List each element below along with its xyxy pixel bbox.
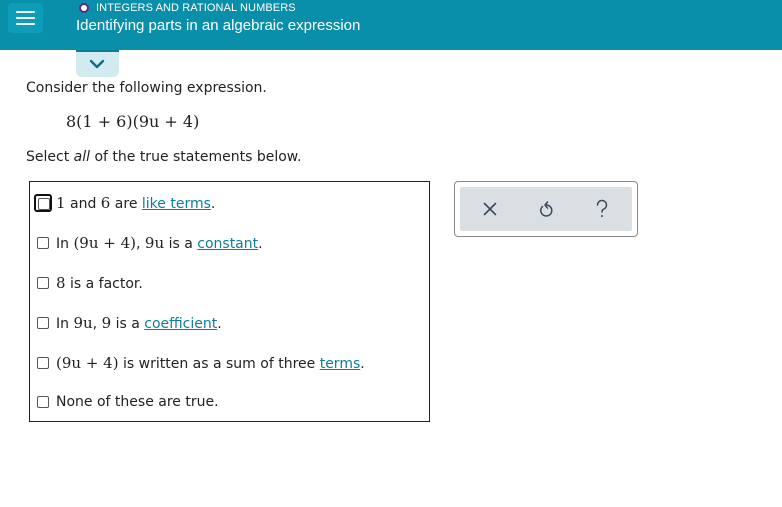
choice-3-label — [56, 274, 143, 292]
statement-text: is a — [164, 236, 198, 252]
undo-button[interactable] — [534, 197, 558, 221]
choice-6 — [30, 389, 429, 415]
close-icon — [483, 202, 497, 216]
statement-text: . — [217, 316, 222, 332]
terms-link[interactable]: terms — [319, 356, 361, 372]
collapse-toggle-button[interactable] — [76, 50, 119, 77]
chevron-down-icon — [89, 59, 105, 69]
choice-4 — [30, 310, 429, 336]
topic-label: INTEGERS AND RATIONAL NUMBERS — [96, 2, 296, 14]
instruction-pre: Select — [26, 149, 74, 165]
statement-text: is written as a sum of three — [118, 356, 320, 372]
math-text: 8 — [56, 274, 66, 292]
choice-5 — [30, 350, 429, 376]
choice-2-label — [56, 234, 263, 252]
answer-toolbox — [454, 181, 638, 237]
instruction-emphasis: all — [73, 149, 90, 165]
math-text: (9u + 4) — [56, 354, 119, 372]
answer-choices — [29, 181, 430, 422]
choice-2 — [30, 230, 429, 256]
coefficient-link[interactable]: coefficient — [144, 316, 218, 332]
hamburger-menu-icon[interactable] — [8, 3, 43, 33]
choice-5-label — [56, 354, 365, 372]
topic-progress-icon — [79, 3, 89, 13]
choice-1 — [30, 190, 429, 216]
choice-3-checkbox[interactable] — [37, 277, 49, 289]
math-text: 9u — [144, 234, 165, 252]
choice-6-checkbox[interactable] — [37, 396, 49, 408]
math-text: 9u — [73, 314, 93, 332]
instruction-post: of the true statements below. — [90, 149, 302, 165]
statement-text: and — [65, 196, 101, 212]
undo-icon — [538, 200, 554, 218]
help-icon — [595, 199, 609, 219]
math-text: 9 — [101, 314, 112, 332]
clear-button[interactable] — [478, 197, 502, 221]
instruction-text — [26, 149, 301, 165]
choice-2-checkbox[interactable] — [37, 237, 49, 249]
toolbox-panel — [460, 187, 632, 231]
help-button[interactable] — [590, 197, 614, 221]
statement-text: , — [136, 236, 145, 252]
statement-text: is a factor. — [65, 276, 143, 292]
page-title: Identifying parts in an algebraic expression — [76, 17, 361, 34]
question-prompt: Consider the following expression. — [26, 80, 267, 96]
math-text: (9u + 4) — [73, 234, 137, 252]
like-terms-link[interactable]: like terms — [141, 196, 211, 212]
topic-line — [79, 1, 296, 15]
statement-text: In — [56, 316, 74, 332]
math-expression: 8(1 + 6)(9u + 4) — [66, 112, 200, 131]
statement-text: In — [56, 236, 74, 252]
statement-text: . — [360, 356, 365, 372]
statement-text: . — [258, 236, 263, 252]
choice-6-label: None of these are true. — [56, 394, 219, 410]
constant-link[interactable]: constant — [197, 236, 259, 252]
choice-1-checkbox[interactable] — [34, 194, 52, 212]
math-text: 1 — [56, 194, 66, 212]
choice-1-label — [56, 194, 215, 212]
choice-4-checkbox[interactable] — [37, 317, 49, 329]
choice-4-label — [56, 314, 222, 332]
top-bar — [0, 0, 782, 50]
statement-text: are — [110, 196, 142, 212]
statement-text: is a — [111, 316, 145, 332]
statement-text: , — [92, 316, 102, 332]
math-text: 6 — [100, 194, 111, 212]
choice-3 — [30, 270, 429, 296]
choice-5-checkbox[interactable] — [37, 357, 49, 369]
statement-text: . — [210, 196, 216, 212]
